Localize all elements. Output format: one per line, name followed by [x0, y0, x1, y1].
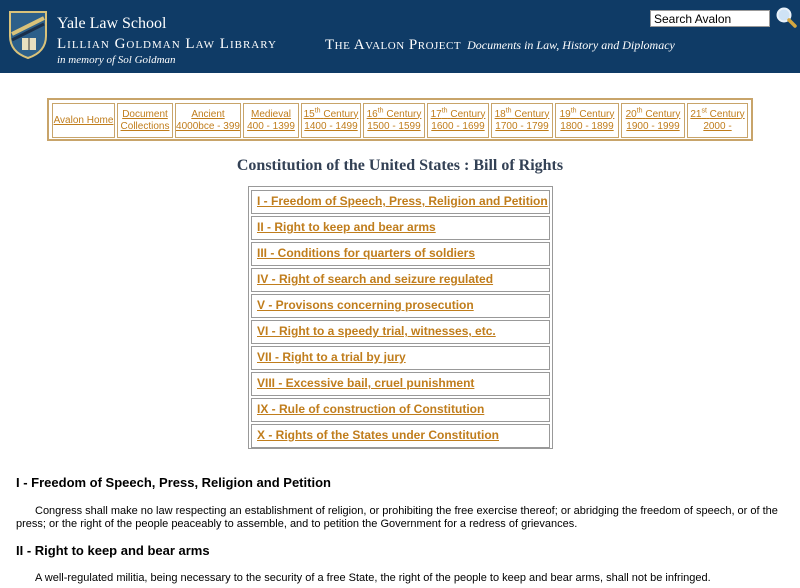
school-name[interactable]: Yale Law School: [57, 15, 167, 32]
nav-19th-century[interactable]: [555, 103, 619, 138]
nav-label: 17th Century: [430, 107, 486, 120]
section-heading-amendment-1: I - Freedom of Speech, Press, Religion and Petition: [16, 475, 331, 490]
yale-shield-icon: [8, 10, 48, 60]
nav-range: 2000 -: [703, 120, 732, 132]
nav-range: 1800 - 1899: [560, 120, 614, 132]
section-heading-amendment-2: II - Right to keep and bear arms: [16, 543, 210, 558]
project-title[interactable]: [325, 37, 675, 54]
nav-20th-century[interactable]: [621, 103, 685, 138]
toc-link-amendment-4[interactable]: IV - Right of search and seizure regulated: [251, 268, 550, 292]
nav-label: Ancient: [191, 108, 225, 120]
toc-link-amendment-5[interactable]: V - Provisons concerning prosecution: [251, 294, 550, 318]
nav-label: Document: [122, 108, 168, 120]
nav-range: 1700 - 1799: [495, 120, 549, 132]
section-text-amendment-2: A well-regulated militia, being necessary to the security of a free State, the right of the people to keep and bear arms, shall not be infringed.: [35, 572, 711, 584]
amendments-toc: [248, 186, 553, 449]
nav-label: 18th Century: [494, 107, 550, 120]
toc-link-amendment-6[interactable]: VI - Right to a speedy trial, witnesses, etc.: [251, 320, 550, 344]
nav-label: Medieval: [250, 108, 292, 120]
toc-link-amendment-7[interactable]: VII - Right to a trial by jury: [251, 346, 550, 370]
search-input[interactable]: [650, 10, 770, 27]
toc-link-amendment-3[interactable]: III - Conditions for quarters of soldiers: [251, 242, 550, 266]
toc-link-amendment-8[interactable]: VIII - Excessive bail, cruel punishment: [251, 372, 550, 396]
page-title: Constitution of the United States : Bill of Rights: [236, 157, 564, 174]
nav-label: 15th Century: [303, 107, 359, 120]
project-name[interactable]: The Avalon Project: [325, 37, 462, 53]
nav-range: 1500 - 1599: [367, 120, 421, 132]
library-name[interactable]: Lillian Goldman Law Library: [57, 36, 277, 52]
nav-range: 1900 - 1999: [626, 120, 680, 132]
section-text-amendment-1: Congress shall make no law respecting an establishment of religion, or prohibiting the free exercise thereof; or abridging the freedom of speech, or of the press; or the right of the people peaceably to assemble, and to petition the Government for a redress of grievances.: [16, 505, 778, 530]
nav-label: 20th Century: [625, 107, 681, 120]
site-header: [0, 0, 800, 73]
nav-range: 400 - 1399: [247, 120, 295, 132]
nav-range: 1400 - 1499: [304, 120, 358, 132]
nav-range: 4000bce - 399: [176, 120, 240, 132]
nav-avalon-home[interactable]: [52, 103, 115, 138]
nav-medieval[interactable]: [243, 103, 299, 138]
nav-label: 19th Century: [559, 107, 615, 120]
toc-link-amendment-2[interactable]: II - Right to keep and bear arms: [251, 216, 550, 240]
nav-label: 21st Century: [690, 107, 745, 120]
nav-label: 16th Century: [366, 107, 422, 120]
nav-label: Avalon Home: [53, 114, 114, 126]
nav-17th-century[interactable]: [427, 103, 489, 138]
nav-document-collections[interactable]: [117, 103, 173, 138]
memory-line: in memory of Sol Goldman: [57, 54, 176, 66]
nav-15th-century[interactable]: [301, 103, 361, 138]
nav-16th-century[interactable]: [363, 103, 425, 138]
project-subtitle: Documents in Law, History and Diplomacy: [467, 38, 675, 52]
era-nav: [47, 98, 753, 141]
nav-ancient[interactable]: [175, 103, 241, 138]
nav-range: Collections: [120, 120, 170, 132]
toc-link-amendment-9[interactable]: IX - Rule of construction of Constitution: [251, 398, 550, 422]
toc-link-amendment-10[interactable]: X - Rights of the States under Constitution: [251, 424, 550, 448]
nav-range: 1600 - 1699: [431, 120, 485, 132]
nav-21st-century[interactable]: [687, 103, 748, 138]
nav-18th-century[interactable]: [491, 103, 553, 138]
search-icon[interactable]: [775, 6, 797, 28]
toc-link-amendment-1[interactable]: I - Freedom of Speech, Press, Religion and Petition: [251, 190, 550, 214]
